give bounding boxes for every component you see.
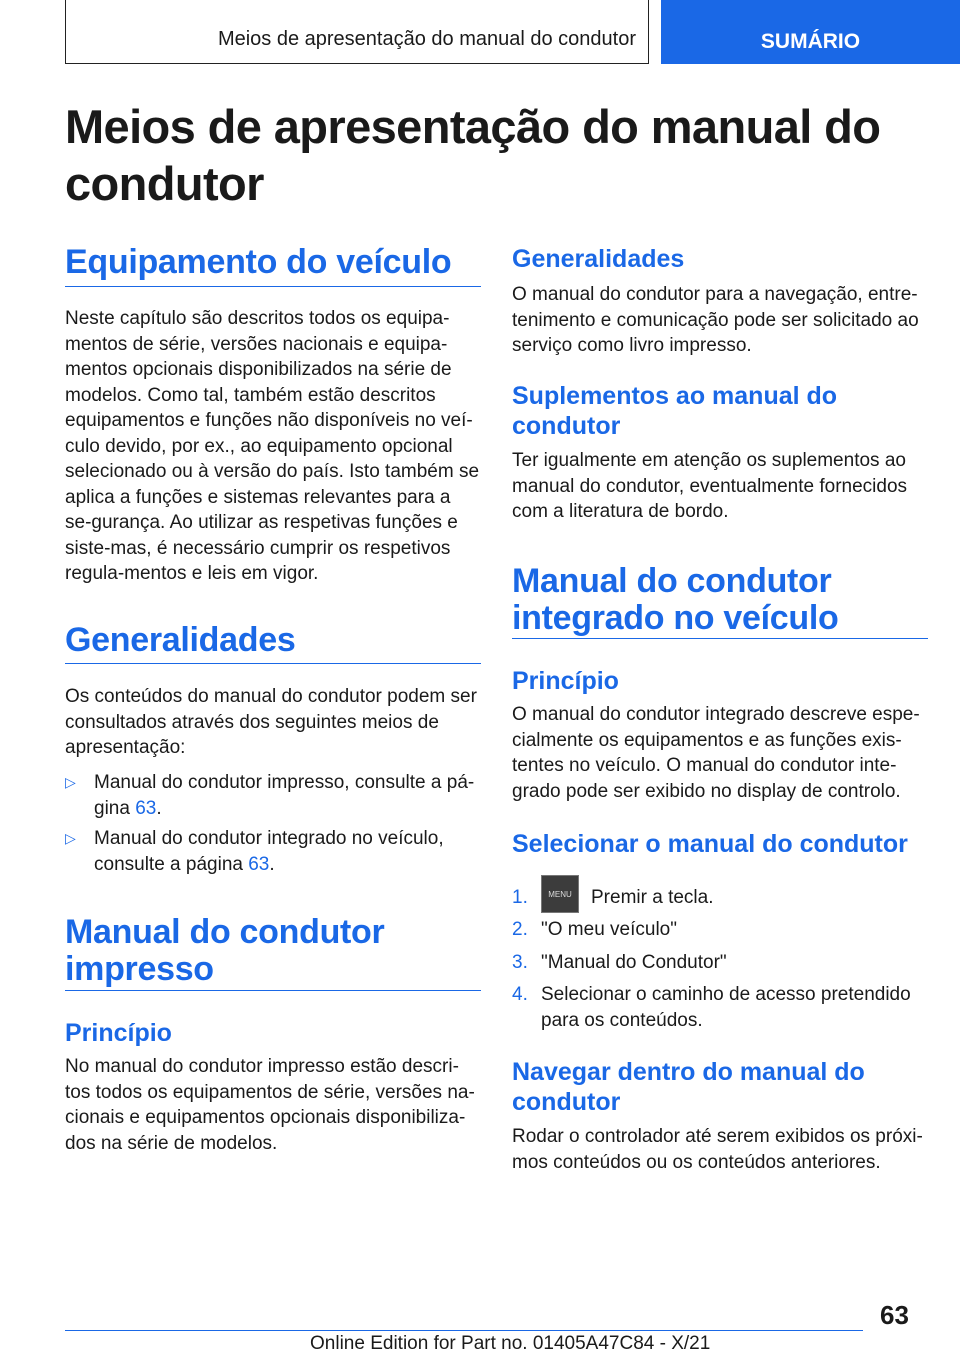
triangle-bullet-icon: ▷ xyxy=(65,830,76,846)
bullet-text: Manual do condutor integrado no veículo, consulte a página xyxy=(94,828,444,875)
page-number: 63 xyxy=(880,1300,909,1330)
list-item xyxy=(512,950,928,978)
page-link[interactable]: 63 xyxy=(248,853,270,875)
paragraph-supplements: Ter igualmente em atenção os suplementos ao manual do condutor, eventualmente fornecidos com a literatura de bordo. xyxy=(512,450,908,522)
heading-supplements: Suplementos ao manual do condutor xyxy=(512,382,838,440)
step-text: Premir a tecla. xyxy=(591,887,714,908)
heading-rule xyxy=(65,286,481,287)
footer-rule xyxy=(65,1330,863,1331)
heading-navigate: Navegar dentro do manual do condutor xyxy=(512,1058,865,1116)
heading-rule xyxy=(512,638,928,639)
heading-integrated-manual: Manual do condutor integrado no veículo xyxy=(512,562,839,637)
step-text: Selecionar o caminho de acesso pretendido para os conteúdos. xyxy=(541,984,911,1031)
paragraph-general: O manual do condutor para a navegação, entre-tenimento e comunicação pode ser solicitado ao serviço como livro impresso. xyxy=(512,284,919,356)
list-item xyxy=(512,885,928,913)
heading-principle: Princípio xyxy=(65,1019,172,1047)
page-link[interactable]: 63 xyxy=(135,797,157,819)
paragraph-navigate: Rodar o controlador até serem exibidos os próxi-mos conteúdos ou os conteúdos anteriores. xyxy=(512,1126,923,1173)
step-text: "Manual do Condutor" xyxy=(541,952,727,973)
paragraph-equipment: Neste capítulo são descritos todos os equipa-mentos de série, versões nacionais e equipa-mentos opcionais disponibilizados na série de modelos. Como tal, também estão descritos equipamentos e funções não disponíveis no veí-culo devido, por ex., ao equipamento opcional selecionado ou à versão do país. Isto também se aplica a funções e sistemas relevantes para a se-gurança. Ao utilizar as respetivas funções e siste-mas, é necessário cumprir os respetivos regula-mentos e leis em vigor. xyxy=(65,308,480,584)
list-item xyxy=(512,917,928,945)
heading-rule xyxy=(65,990,481,991)
header-section-box xyxy=(65,0,649,64)
toc-button[interactable]: SUMÁRIO xyxy=(661,0,960,64)
paragraph-principle: O manual do condutor integrado descreve espe-cialmente os equipamentos e as funções exis-tentes no veículo. O manual do condutor inte-grado pode ser exibido no display de controlo. xyxy=(512,704,920,802)
step-number: 3. xyxy=(512,952,528,973)
heading-printed-manual: Manual do condutor impresso xyxy=(65,913,385,988)
list-item xyxy=(65,826,481,878)
step-number: 4. xyxy=(512,984,528,1005)
footer-edition: Online Edition for Part no. 01405A47C84 - X/21 xyxy=(310,1333,711,1354)
paragraph-general: Os conteúdos do manual do condutor podem ser consultados através dos seguintes meios de apresentação: xyxy=(65,686,477,758)
heading-general: Generalidades xyxy=(65,621,296,659)
menu-key-icon: MENU xyxy=(541,875,579,913)
list-item xyxy=(512,982,928,1034)
heading-select-manual: Selecionar o manual do condutor xyxy=(512,830,908,858)
step-number: 1. xyxy=(512,887,528,908)
heading-rule xyxy=(65,663,481,664)
paragraph-principle: No manual do condutor impresso estão descri-tos todos os equipamentos de série, versões na-cionais e equipamentos opcionais disponibiliza-dos na série de modelos. xyxy=(65,1056,475,1154)
heading-principle: Princípio xyxy=(512,667,619,695)
header-section-title: Meios de apresentação do manual do condutor xyxy=(217,28,636,50)
page-title: Meios de apresentação do manual do condutor xyxy=(65,100,881,210)
step-text: "O meu veículo" xyxy=(541,919,677,940)
bullet-text: Manual do condutor impresso, consulte a pá-gina xyxy=(94,772,475,819)
bullet-end: . xyxy=(269,853,275,875)
step-number: 2. xyxy=(512,919,528,940)
heading-equipment: Equipamento do veículo xyxy=(65,243,452,281)
list-item xyxy=(65,770,481,822)
heading-general: Generalidades xyxy=(512,245,685,273)
bullet-end: . xyxy=(156,797,162,819)
triangle-bullet-icon: ▷ xyxy=(65,774,76,790)
